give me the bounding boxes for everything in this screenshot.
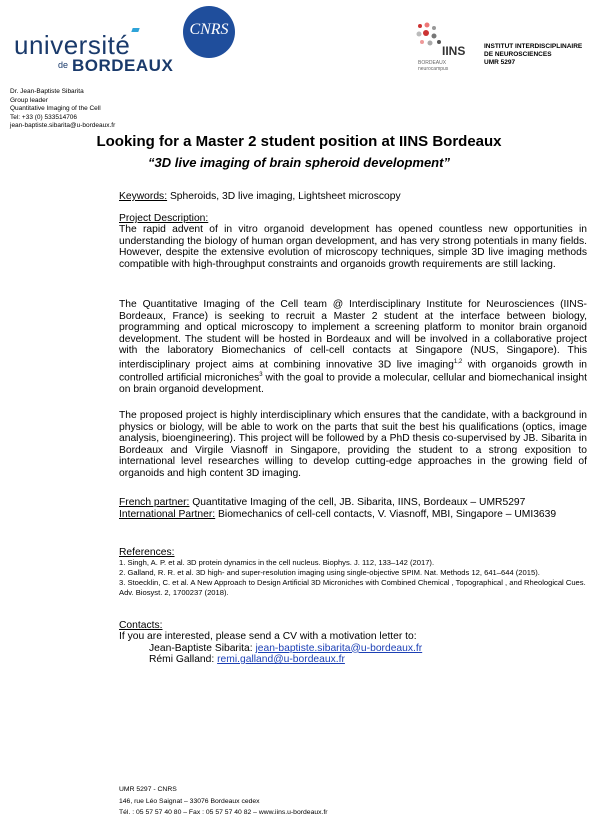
para2-part-c: with the goal to provide a molecular, cellular and biomechanical insight on brain organoid development. xyxy=(119,372,587,396)
contacts-intro: If you are interested, please send a CV with a motivation letter to: xyxy=(119,631,417,642)
french-partner-line xyxy=(119,497,587,509)
reference-item: 3. Stoecklin, C. et al. A New Approach to Design Artificial 3D Microniches with Combined Chemical , Topographical , and Rheological Cues. Adv. Biosyst. 2, 1700237 (2018). xyxy=(119,578,586,597)
cnrs-logo xyxy=(183,6,235,58)
institute-line-2: DE NEUROSCIENCES xyxy=(484,51,552,58)
french-partner-label: French partner: xyxy=(119,497,190,508)
universite-bordeaux-logo xyxy=(14,30,174,80)
international-partner-label: International Partner: xyxy=(119,508,216,520)
logo-text-universite: université xyxy=(14,30,131,60)
international-partner-text: Biomechanics of cell-cell contacts, V. Viasnoff, MBI, Singapore – UMI3639 xyxy=(215,508,557,520)
para2-part-b: with organoids growth in controlled artificial microniches xyxy=(119,358,587,384)
references-heading: References: xyxy=(119,547,175,558)
contact-person-2-email-link[interactable]: remi.galland@u-bordeaux.fr xyxy=(217,654,345,665)
para2-sup-2: 3 xyxy=(259,372,263,379)
contact-person-1-email-link[interactable]: jean-baptiste.sibarita@u-bordeaux.fr xyxy=(255,642,423,654)
para2-part-a: The Quantitative Imaging of the Cell team @ Interdisciplinary Institute for Neurosciences (IINS-Bordeaux, France) is seeking to recruit a Master 2 student at the interface between biology, programming and optical microscopy to implement a screening platform to monitor brain organoid development. The student will be hosted in Bordeaux and will be involved in a collaborative project with the laboratory Biomechanics of cell-cell contacts at Singapore (NUS, Singapore). This interdisciplinary project aims at combining innovative 3D live imaging xyxy=(119,299,587,370)
contacts-heading: Contacts: xyxy=(119,620,163,631)
logo-text-bordeaux: BORDEAUX xyxy=(72,56,174,75)
page-title: Looking for a Master 2 student position at IINS Bordeaux xyxy=(96,133,502,150)
project-paragraph-2 xyxy=(119,299,587,396)
contact-team: Quantitative Imaging of the Cell xyxy=(10,105,101,113)
contact-phone: Tel: +33 (0) 533514706 xyxy=(10,113,78,121)
contact-person-1 xyxy=(119,643,587,655)
project-heading: Project Description: xyxy=(119,213,209,224)
logo-accent-mark xyxy=(131,28,139,32)
international-partner-line xyxy=(119,509,587,521)
keywords-text: Spheroids, 3D live imaging, Lightsheet microscopy xyxy=(167,191,401,202)
contact-person-2-name: Rémi Galland: xyxy=(149,654,218,665)
footer-address xyxy=(119,784,328,819)
iins-logo xyxy=(414,20,474,70)
footer-line-1: UMR 5297 - CNRS xyxy=(119,786,177,793)
project-paragraph-3: The proposed project is highly interdisciplinary which ensures that the candidate, with a background in physics or biology, will be able to work on the parts that suit the best his qualifications (optics, image analysis, bioengineering). This project will be followed by a PhD thesis co-supervised by JB. Sibarita in Bordeaux and Virgile Viasnoff in Singapore, providing the student to a strong exposition to international level researches willing to develop cutting-edge approaches in the growing field of organoids and high content 3D imaging. xyxy=(119,410,587,479)
institute-block xyxy=(484,43,582,67)
sender-contact-block xyxy=(10,88,115,131)
footer-line-2: 146, rue Léo Saignat – 33076 Bordeaux cedex xyxy=(119,797,260,805)
reference-item: 1. Singh, A. P. et al. 3D protein dynamics in the cell nucleus. Biophys. J. 112, 133–142 (2017). xyxy=(119,558,435,567)
para2-sup-1: 1,2 xyxy=(453,358,463,365)
references-list xyxy=(119,558,587,598)
partners-block xyxy=(119,497,587,520)
page-subtitle: “3D live imaging of brain spheroid development” xyxy=(148,155,450,170)
contact-person-1-name: Jean-Baptiste Sibarita: xyxy=(149,642,256,654)
contact-name: Dr. Jean-Baptiste Sibarita xyxy=(10,88,84,95)
institute-line-3: UMR 5297 xyxy=(484,59,516,66)
contact-role: Group leader xyxy=(10,96,48,104)
project-paragraph-1: The rapid advent of in vitro organoid development has opened countless new opportunities in understanding the biology of human organ development, and has very strong potentials in many fields. However, despite the extensive evolution of microscopy techniques, simple 3D live imaging methods compatible with high-throughput constraints and organoids growth requirements are still lacking. xyxy=(119,224,587,270)
footer-line-3: Tél. : 05 57 57 40 80 – Fax : 05 57 57 40 82 – www.iins.u-bordeaux.fr xyxy=(119,809,328,816)
iins-dots-icon xyxy=(414,20,444,50)
institute-line-1: INSTITUT INTERDISCIPLINAIRE xyxy=(484,43,583,50)
reference-item: 2. Galland, R. R. et al. 3D high- and super-resolution imaging using single-objective SPIM. Nat. Methods 12, 641–644 (2015). xyxy=(119,568,540,577)
contact-email: jean-baptiste.sibarita@u-bordeaux.fr xyxy=(10,122,116,130)
logo-text-de: de xyxy=(58,60,69,70)
keywords-label: Keywords: xyxy=(119,191,168,202)
cnrs-logo-text: CNRS xyxy=(189,21,229,38)
contacts-block xyxy=(119,631,587,666)
french-partner-text: Quantitative Imaging of the cell, JB. Sibarita, IINS, Bordeaux – UMR5297 xyxy=(189,497,526,508)
iins-logo-subtext: BORDEAUX neurocampus xyxy=(418,60,449,72)
contact-person-2 xyxy=(119,654,587,666)
iins-logo-text: IINS xyxy=(442,44,466,58)
keywords-line xyxy=(119,191,587,203)
